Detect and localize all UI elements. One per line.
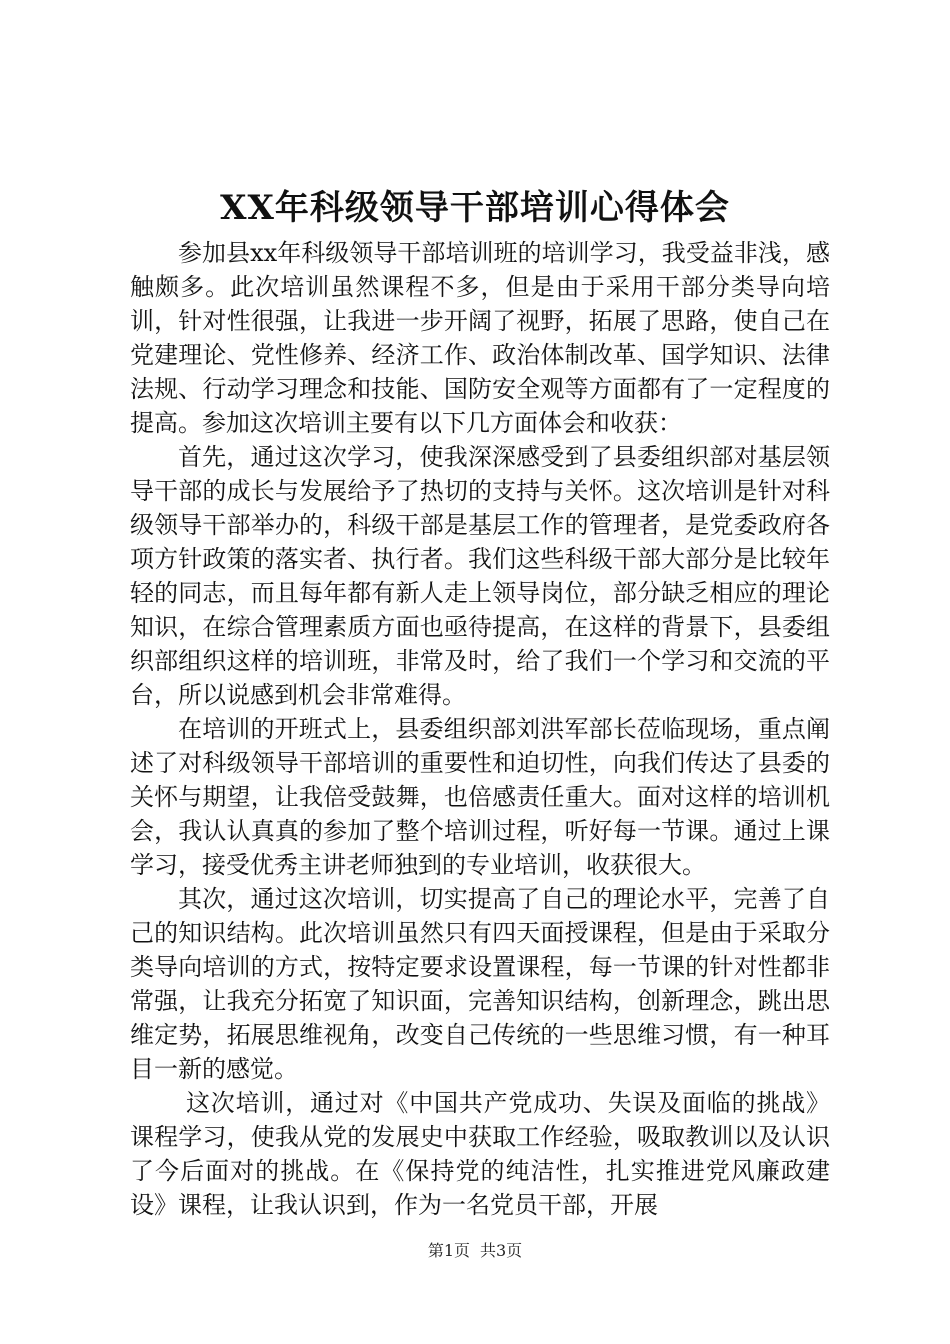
document-body <box>130 236 830 1222</box>
paragraph-1: 参加县xx年科级领导干部培训班的培训学习，我受益非浅，感触颇多。此次培训虽然课程不多，但是由于采用干部分类导向培训，针对性很强，让我进一步开阔了视野，拓展了思路，使自己在党建理论、党性修养、经济工作、政治体制改革、国学知识、法律法规、行动学习理念和技能、国防安全观等方面都有了一定程度的提高。参加这次培训主要有以下几方面体会和收获： <box>130 239 830 437</box>
page-number-total: 共3页 <box>480 1241 523 1260</box>
page-footer <box>0 1240 950 1262</box>
page-number-current: 第1页 <box>427 1241 470 1260</box>
paragraph-2: 首先，通过这次学习，使我深深感受到了县委组织部对基层领导干部的成长与发展给予了热切的支持与关怀。这次培训是针对科级领导干部举办的，科级干部是基层工作的管理者，是党委政府各项方针政策的落实者、执行者。我们这些科级干部大部分是比较年轻的同志，而且每年都有新人走上领导岗位，部分缺乏相应的理论知识，在综合管理素质方面也亟待提高，在这样的背景下，县委组织部组织这样的培训班，非常及时，给了我们一个学习和交流的平台，所以说感到机会非常难得。 <box>130 443 830 709</box>
paragraph-5: 这次培训，通过对《中国共产党成功、失误及面临的挑战》课程学习，使我从党的发展史中获取工作经验，吸取教训以及认识了今后面对的挑战。在《保持党的纯洁性，扎实推进党风廉政建设》课程，让我认识到，作为一名党员干部，开展 <box>130 1089 830 1219</box>
paragraph-3: 在培训的开班式上，县委组织部刘洪军部长莅临现场，重点阐述了对科级领导干部培训的重要性和迫切性，向我们传达了县委的关怀与期望，让我倍受鼓舞，也倍感责任重大。面对这样的培训机会，我认认真真的参加了整个培训过程，听好每一节课。通过上课学习，接受优秀主讲老师独到的专业培训，收获很大。 <box>130 715 830 879</box>
document-title: XX年科级领导干部培训心得体会 <box>220 188 730 228</box>
paragraph-4: 其次，通过这次培训，切实提高了自己的理论水平，完善了自己的知识结构。此次培训虽然只有四天面授课程，但是由于采取分类导向培训的方式，按特定要求设置课程，每一节课的针对性都非常强，让我充分拓宽了知识面，完善知识结构，创新理念，跳出思维定势，拓展思维视角，改变自己传统的一些思维习惯，有一种耳目一新的感觉。 <box>130 885 830 1083</box>
